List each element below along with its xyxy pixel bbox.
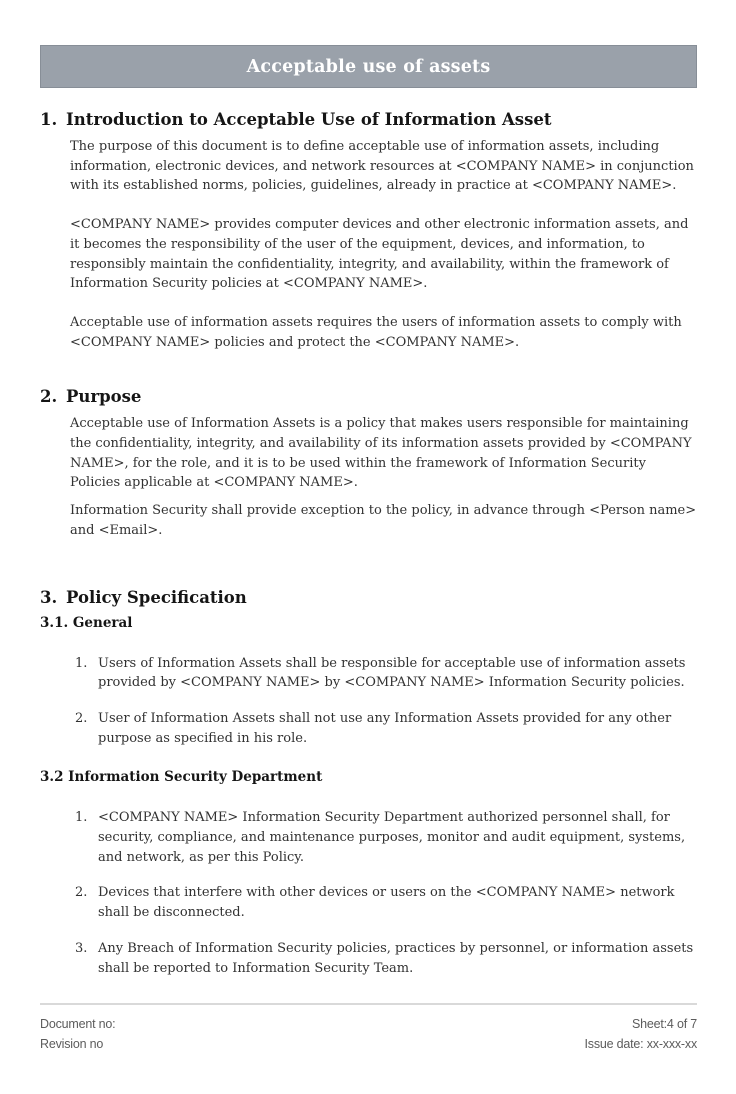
list-item-number: 1.	[75, 655, 88, 671]
subsection-heading-information-security-department: 3.2 Information Security Department	[40, 769, 323, 786]
section-number: 3.	[40, 587, 58, 607]
page-footer	[40, 1003, 697, 1054]
section-heading-text: Introduction to Acceptable Use of Information Asset	[66, 110, 552, 129]
paragraph: Acceptable use of information assets requires the users of information assets to comply with <COMPANY NAME> policies and protect the <COMPANY NAME>.	[70, 314, 682, 350]
list-item	[75, 939, 697, 978]
list-item-text: <COMPANY NAME> Information Security Department authorized personnel shall, for security, compliance, and maintenance purposes, monitor and audit equipment, systems, and network, as per this Policy.	[98, 810, 686, 865]
section-heading-text: Purpose	[66, 387, 142, 407]
paragraph: The purpose of this document is to define acceptable use of information assets, including information, electronic devices, and network resources at <COMPANY NAME> in conjunction with its established norms, policies, guidelines, already in practice at <COMPANY NAME>.	[70, 139, 694, 194]
footer-left-block	[40, 1014, 115, 1054]
paragraph: <COMPANY NAME> provides computer devices and other electronic information assets, and it becomes the responsibility of the user of the equipment, devices, and information, to responsibly maintain the confidentiality, integrity, and availability, within the framework of Information Security policies at <COMPANY NAME>.	[70, 217, 689, 292]
list-item-number: 3.	[75, 940, 88, 956]
list-item	[75, 883, 697, 922]
footer-sheet-number: Sheet:4 of 7	[631, 1017, 697, 1031]
section-heading-purpose	[40, 386, 697, 408]
section-number: 2.	[40, 387, 58, 407]
list-item-text: Users of Information Assets shall be responsible for acceptable use of information assets provided by <COMPANY NAME> by <COMPANY NAME> Information Security policies.	[98, 655, 686, 691]
section-heading-policy-specification	[40, 587, 697, 609]
numbered-list-general	[40, 654, 697, 749]
list-item-number: 1.	[75, 810, 88, 826]
section-heading-introduction	[40, 109, 697, 131]
list-item	[75, 808, 697, 867]
numbered-list-information-security-department	[40, 808, 697, 978]
list-item	[75, 654, 697, 693]
list-item-number: 2.	[75, 885, 88, 901]
paragraph: Acceptable use of Information Assets is a policy that makes users responsible for maintaining the confidentiality, integrity, and availability of its information assets provided by <COMPANY NAME>, for the role, and it is to be used within the framework of Information Security Policies applicable at <COMPANY NAME>.	[70, 416, 692, 491]
section-heading-text: Policy Specification	[66, 587, 247, 607]
list-item-number: 2.	[75, 710, 88, 726]
list-item	[75, 709, 697, 748]
footer-issue-date: Issue date: xx-xxx-xx	[584, 1037, 697, 1051]
paragraph: Information Security shall provide exception to the policy, in advance through <Person name> and <Email>.	[70, 503, 697, 538]
document-title: Acceptable use of assets	[246, 56, 491, 77]
list-item-text: User of Information Assets shall not use any Information Assets provided for any other purpose as specified in his role.	[98, 710, 672, 746]
footer-document-no: Document no:	[40, 1017, 116, 1031]
footer-right-block	[585, 1014, 698, 1054]
list-item-text: Devices that interfere with other devices or users on the <COMPANY NAME> network shall be disconnected.	[98, 885, 675, 921]
list-item-text: Any Breach of Information Security policies, practices by personnel, or information assets shall be reported to Information Security Team.	[98, 940, 694, 976]
document-title-bar	[40, 45, 697, 88]
footer-revision-no: Revision no	[40, 1037, 104, 1051]
subsection-heading-general: 3.1. General	[40, 614, 133, 631]
section-number: 1.	[40, 110, 58, 129]
